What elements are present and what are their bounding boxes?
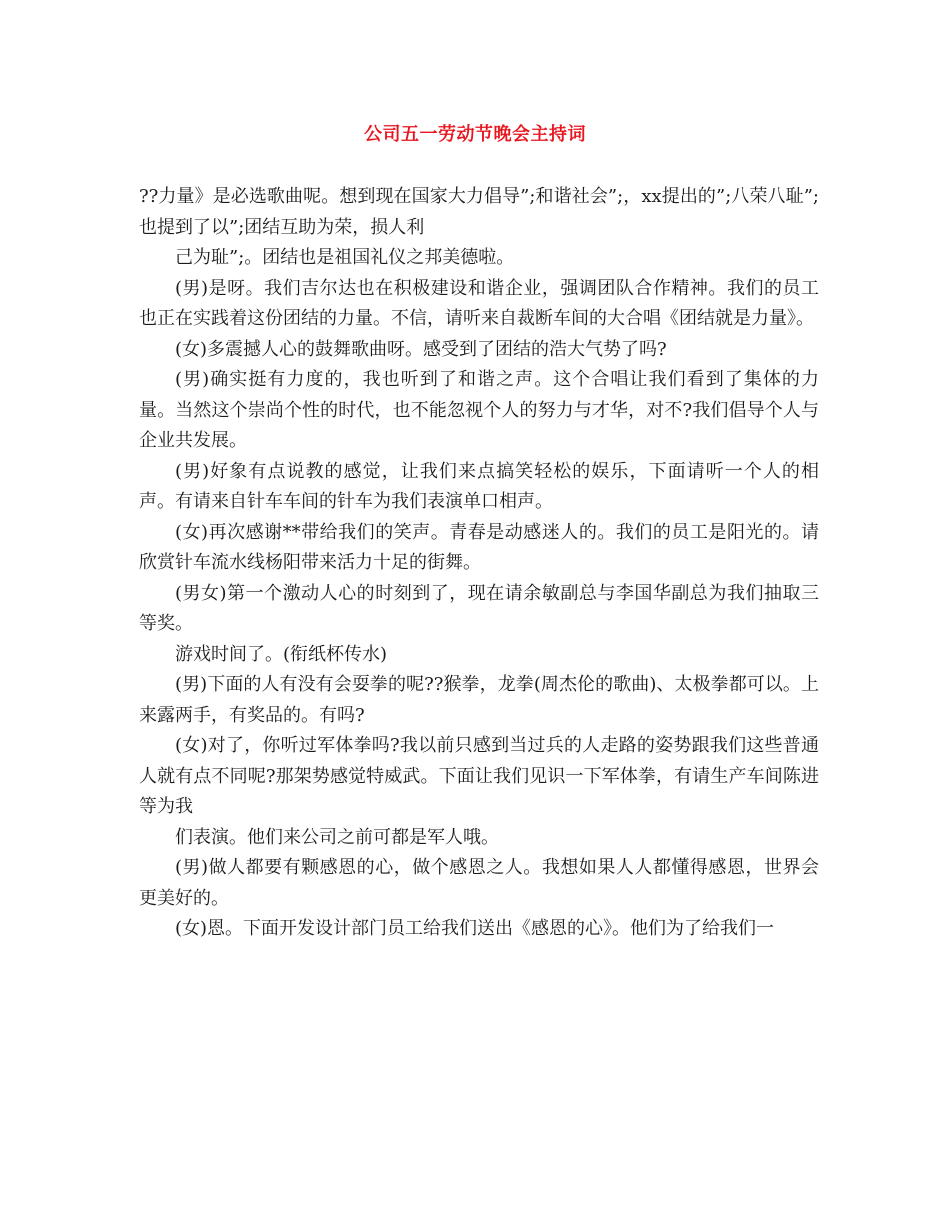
paragraph: (男)做人都要有颗感恩的心，做个感恩之人。我想如果人人都懂得感恩，世界会更美好的。: [139, 857, 819, 909]
document-body: [139, 182, 819, 945]
document-title: 公司五一劳动节晚会主持词: [364, 124, 586, 145]
paragraph: (男)是呀。我们吉尔达也在积极建设和谐企业，强调团队合作精神。我们的员工也正在实践着这份团结的力量。不信，请听来自裁断车间的大合唱《团结就是力量》。: [139, 277, 819, 329]
paragraph: (男女)第一个激动人心的时刻到了，现在请余敏副总与李国华副总为我们抽取三等奖。: [139, 582, 819, 634]
paragraph: (男)下面的人有没有会耍拳的呢??猴拳，龙拳(周杰伦的歌曲)、太极拳都可以。上来露两手，有奖品的。有吗?: [139, 674, 819, 726]
paragraph: (女)多震撼人心的鼓舞歌曲呀。感受到了团结的浩大气势了吗?: [175, 338, 667, 360]
paragraph: 己为耻”;。团结也是祖国礼仪之邦美德啦。: [175, 247, 515, 268]
paragraph: (女)恩。下面开发设计部门员工给我们送出《感恩的心》。他们为了给我们一: [175, 918, 775, 939]
paragraph: (女)再次感谢**带给我们的笑声。青春是动感迷人的。我们的员工是阳光的。请欣赏针车流水线杨阳带来活力十足的街舞。: [139, 521, 819, 573]
paragraph: (男)好象有点说教的感觉，让我们来点搞笑轻松的娱乐，下面请听一个人的相声。有请来自针车车间的针车为我们表演单口相声。: [139, 460, 819, 512]
paragraph: 们表演。他们来公司之前可都是军人哦。: [175, 826, 499, 848]
paragraph: 游戏时间了。(衔纸杯传水): [175, 643, 388, 665]
paragraph: (女)对了，你听过军体拳吗?我以前只感到当过兵的人走路的姿势跟我们这些普通人就有点不同呢?那架势感觉特威武。下面让我们见识一下军体拳，有请生产车间陈进等为我: [139, 735, 819, 817]
paragraph: ??力量》是必选歌曲呢。想到现在国家大力倡导”;和谐社会”;，xx提出的”;八荣八耻”;也提到了以”;团结互助为荣，损人利: [139, 186, 819, 238]
paragraph: (男)确实挺有力度的，我也听到了和谐之声。这个合唱让我们看到了集体的力量。当然这个崇尚个性的时代，也不能忽视个人的努力与才华，对不?我们倡导个人与企业共发展。: [139, 369, 819, 451]
